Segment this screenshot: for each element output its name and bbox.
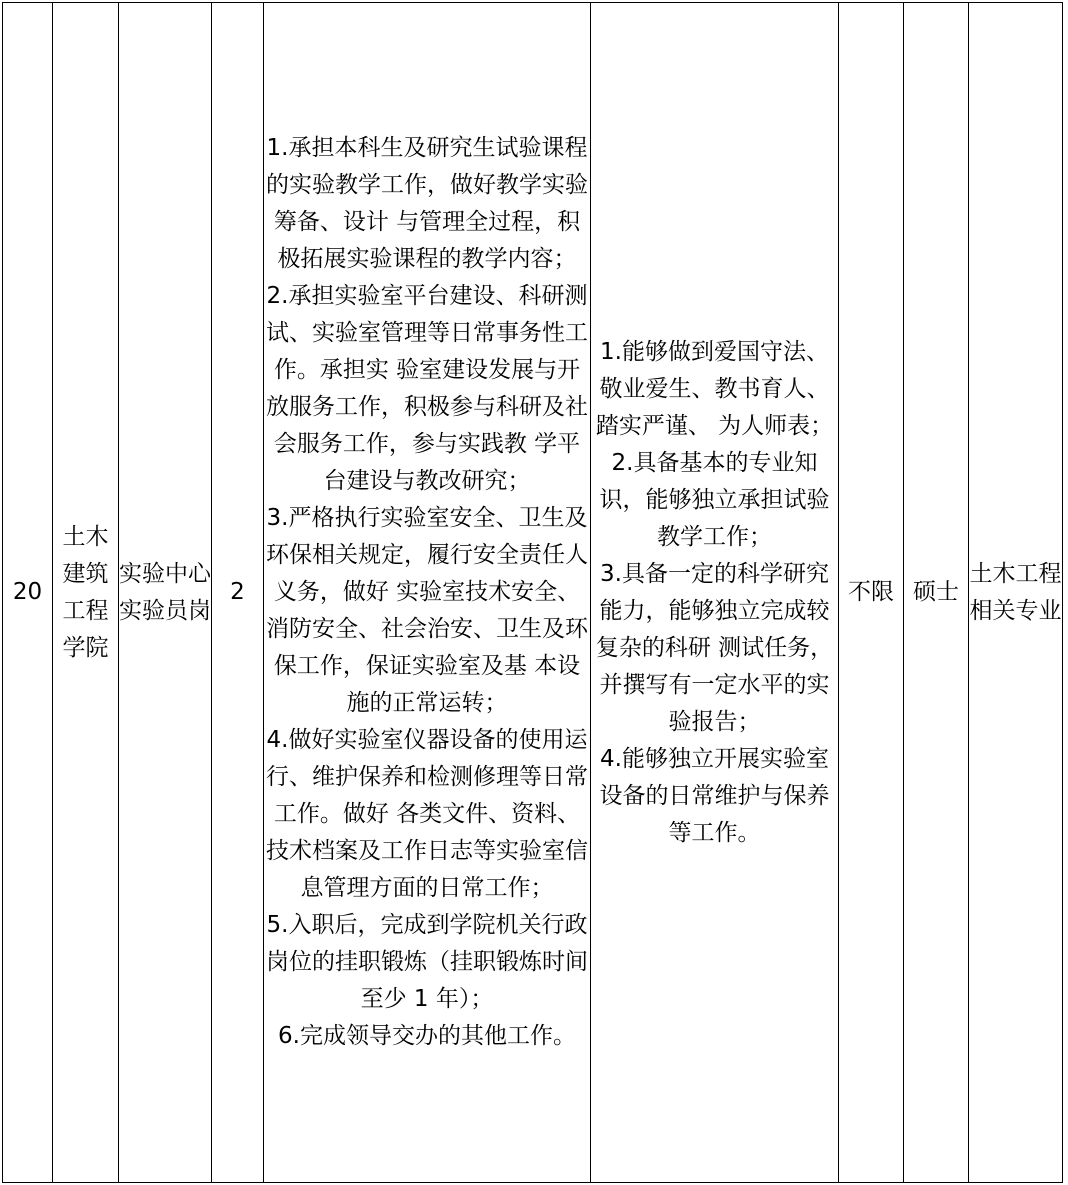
job-posting-table xyxy=(2,2,1063,1183)
row-number: 20 xyxy=(12,579,43,605)
degree-requirement: 硕士 xyxy=(913,579,959,605)
duty-item: 4.做好实验室仪器设备的使用运行、维护保养和检测修理等日常工作。做好 各类文件、资料、技术档案及工作日志等实验室信息管理方面的日常工作； xyxy=(266,727,588,901)
duty-item: 5.入职后，完成到学院机关行政岗位的挂职锻炼（挂职锻炼时间至少 1 年）； xyxy=(266,912,588,1012)
position-cell xyxy=(119,3,212,1183)
major-requirement: 土木工程相关专业 xyxy=(969,560,1062,624)
age-cell xyxy=(839,3,904,1183)
major-cell xyxy=(969,3,1063,1183)
table-row xyxy=(3,3,1063,1183)
requirements-cell xyxy=(591,3,839,1183)
hiring-count: 2 xyxy=(230,579,245,605)
college-name: 土木建筑工程学院 xyxy=(62,523,109,661)
duty-item: 6.完成领导交办的其他工作。 xyxy=(278,1023,576,1049)
requirement-item: 4.能够独立开展实验室设备的日常维护与保养等工作。 xyxy=(599,745,830,846)
row-number-cell xyxy=(3,3,53,1183)
age-limit: 不限 xyxy=(848,579,894,605)
college-cell xyxy=(53,3,119,1183)
duties-cell xyxy=(264,3,591,1183)
duty-item: 3.严格执行实验室安全、卫生及环保相关规定，履行安全责任人义务，做好 实验室技术安全、消防安全、社会治安、卫生及环保工作，保证实验室及基 本设施的正常运转； xyxy=(266,505,588,716)
requirement-item: 1.能够做到爱国守法、敬业爱生、教书育人、踏实严谨、 为人师表；2.具备基本的专业知识，能够独立承担试验教学工作； xyxy=(595,338,834,550)
requirement-item: 3.具备一定的科学研究能力，能够独立完成较复杂的科研 测试任务，并撰写有一定水平的实验报告； xyxy=(595,560,834,735)
count-cell xyxy=(212,3,264,1183)
position-name: 实验中心实验员岗 xyxy=(119,560,211,624)
duty-item: 2.承担实验室平台建设、科研测试、实验室管理等日常事务性工作。承担实 验室建设发展与开放服务工作，积极参与科研及社会服务工作，参与实践教 学平台建设与教改研究； xyxy=(266,283,588,494)
degree-cell xyxy=(904,3,969,1183)
duty-item: 1.承担本科生及研究生试验课程的实验教学工作，做好教学实验筹备、设计 与管理全过程，积极拓展实验课程的教学内容； xyxy=(266,135,588,272)
